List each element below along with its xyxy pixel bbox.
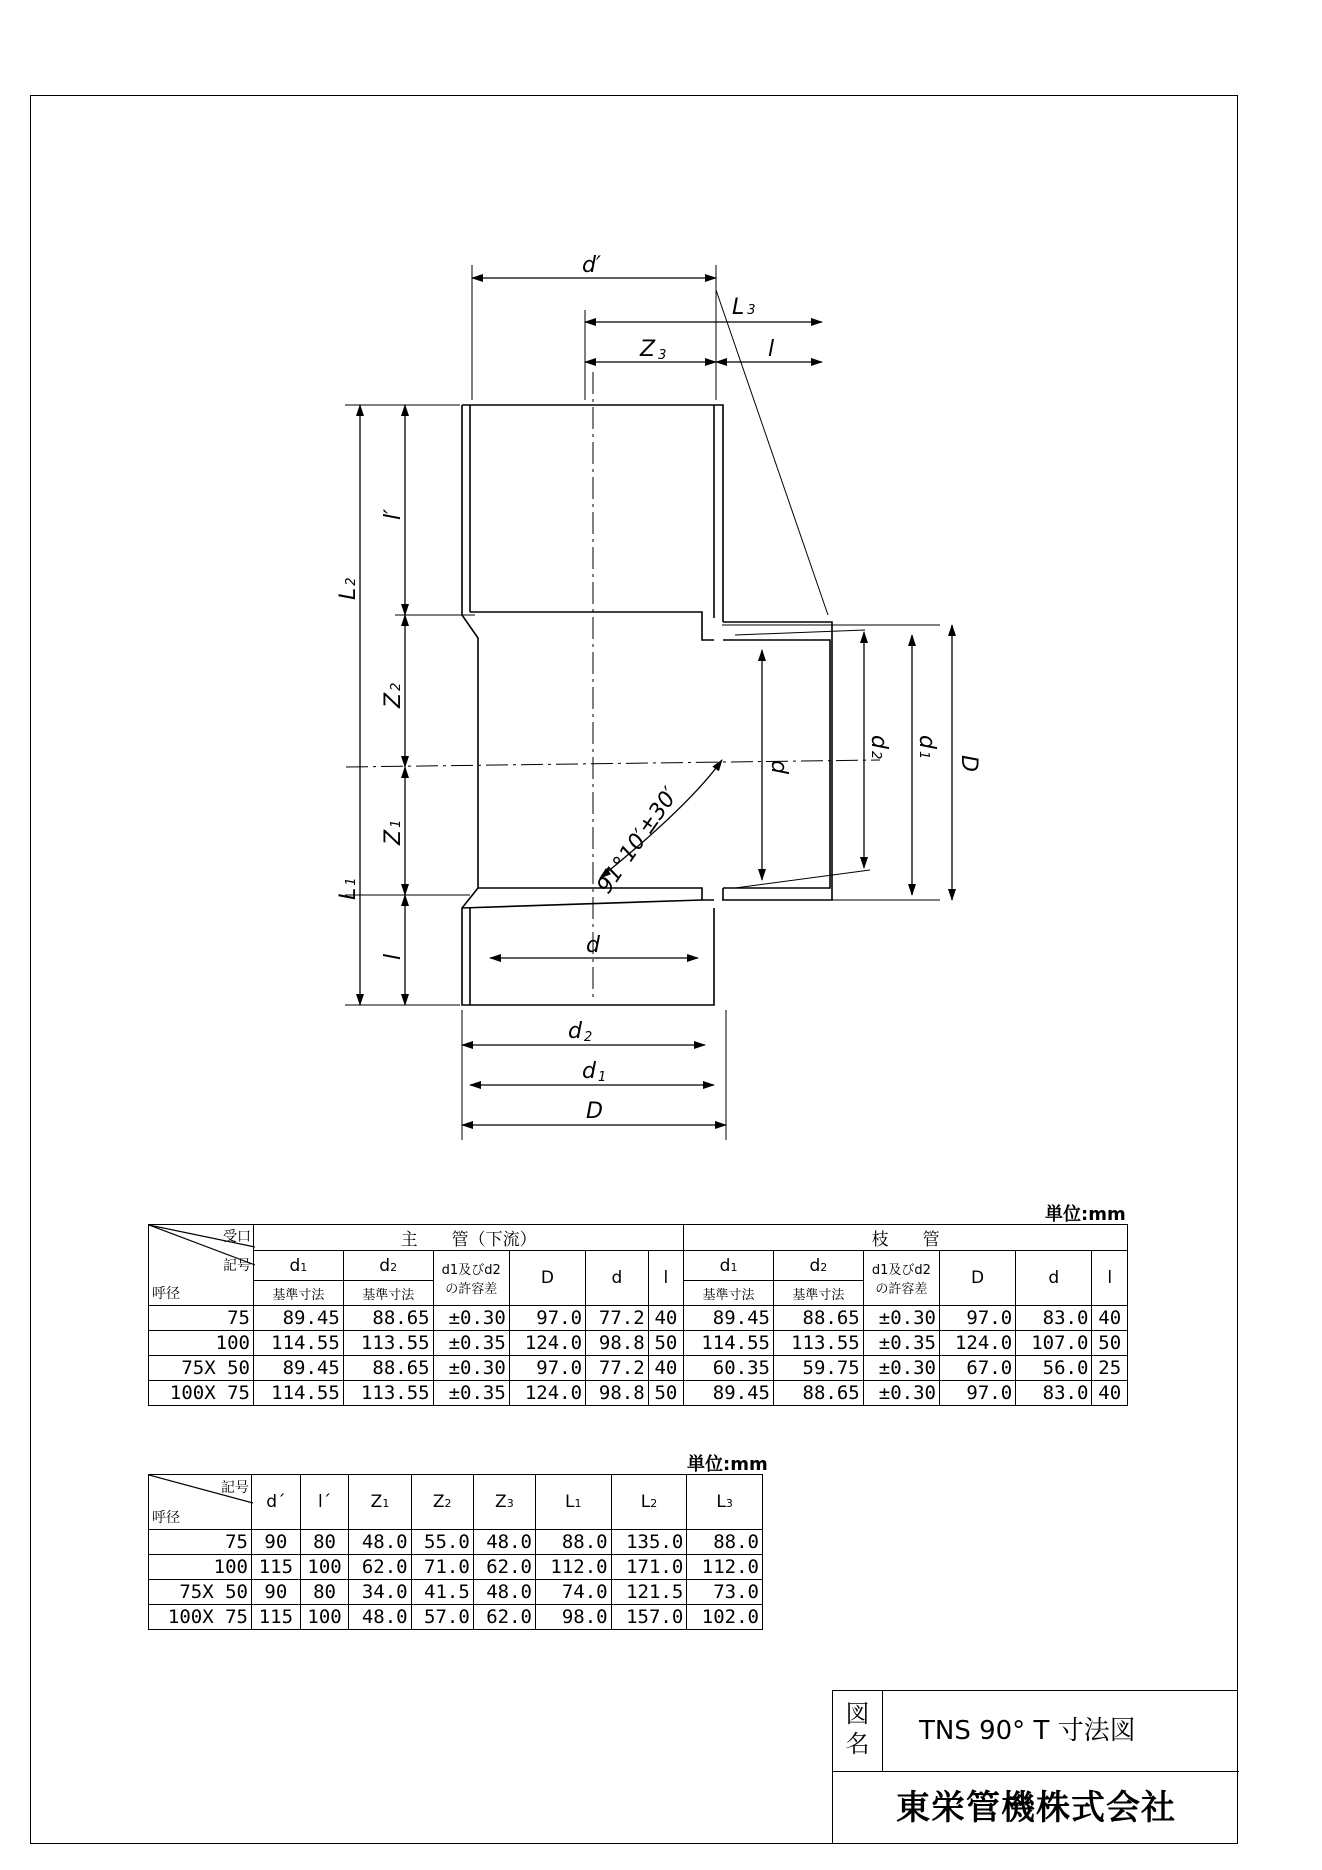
table-cell: 115 <box>252 1605 301 1630</box>
table-cell: 97.0 <box>939 1381 1015 1406</box>
table-cell: 113.55 <box>343 1331 433 1356</box>
table-cell: 88.0 <box>535 1530 611 1555</box>
table-cell: 121.5 <box>611 1580 687 1605</box>
table-cell: 67.0 <box>939 1356 1015 1381</box>
table-cell: 40 <box>648 1356 683 1381</box>
table-cell: 80 <box>300 1580 349 1605</box>
table-cell: 112.0 <box>535 1555 611 1580</box>
table2-unit: 単位:mm <box>687 1454 768 1475</box>
table-cell: 83.0 <box>1016 1381 1092 1406</box>
label-Z2: Z2 <box>381 682 406 708</box>
table-cell: 40 <box>648 1306 683 1331</box>
table-cell: 48.0 <box>473 1580 535 1605</box>
table-cell: 100 <box>300 1555 349 1580</box>
table-cell: 88.65 <box>773 1306 863 1331</box>
table-cell: 89.45 <box>254 1356 344 1381</box>
table-cell: 88.0 <box>687 1530 763 1555</box>
table-cell: 114.55 <box>254 1331 344 1356</box>
label-D: D <box>586 1099 603 1124</box>
table-cell: 100 <box>300 1605 349 1630</box>
dimension-labels <box>336 253 981 1124</box>
table-cell: 57.0 <box>411 1605 473 1630</box>
table-cell: 97.0 <box>939 1306 1015 1331</box>
label-d1: d 1 <box>582 1059 607 1085</box>
label-branch-d: d <box>766 760 791 774</box>
table1-socket-dimensions: 受口 記号 呼径 主 管（下流） 枝 管 d1 d2 d1及びd2 の許容差 D d l d1 d2 d1及びd2 の許容差 D d l 基準寸法 基準寸法 基準寸法 基準寸法 75 89.45 88.65 ±0.30 97.0 77.2 40 89.45 88.65 ±0.30 97.0 83.0 40 100 114.55 113.55 ±0.35 124.0 98.8 50 114.55 113.55 ±0.35 124.0 107.0 50 75X 50 89.45 88.65 ±0.30 97.0 77.2 40 60.35 59.75 ±0.30 67.0 56.0 25 100X 75 114.55 113.55 ±0.35 124.0 98.8 50 89.45 88.65 ±0.30 97.0 83.0 40 <box>148 1224 1128 1406</box>
table-cell: 40 <box>1092 1381 1128 1406</box>
label-angle: 91°10′±30′ <box>592 783 684 899</box>
table-row <box>149 1331 1128 1356</box>
table-cell: 88.65 <box>343 1356 433 1381</box>
table-row <box>149 1605 763 1630</box>
label-L3: L 3 <box>732 295 756 320</box>
table-cell: ±0.30 <box>863 1356 939 1381</box>
table-cell: 62.0 <box>473 1555 535 1580</box>
table-cell: 157.0 <box>611 1605 687 1630</box>
table-cell: 98.0 <box>535 1605 611 1630</box>
table-cell: 113.55 <box>343 1381 433 1406</box>
table-row <box>149 1306 1128 1331</box>
table-cell: 60.35 <box>684 1356 774 1381</box>
extension-lines <box>345 265 940 1140</box>
table-row <box>149 1381 1128 1406</box>
table-cell: 77.2 <box>586 1356 649 1381</box>
label-branch-d1: d1 <box>914 735 939 760</box>
table-cell: 55.0 <box>411 1530 473 1555</box>
table-cell: ±0.30 <box>433 1306 509 1331</box>
table-row <box>149 1580 763 1605</box>
table1-main-header: 主 管（下流） <box>254 1225 684 1251</box>
table-cell: 48.0 <box>349 1605 411 1630</box>
label-l-prime: l′ <box>381 508 406 520</box>
table2-body <box>149 1530 763 1630</box>
label-d-prime: d′ <box>582 253 601 278</box>
center-lines <box>346 372 880 1000</box>
label-d2: d 2 <box>568 1019 593 1045</box>
table-cell: 135.0 <box>611 1530 687 1555</box>
table-cell: ±0.35 <box>433 1381 509 1406</box>
table-cell: 34.0 <box>349 1580 411 1605</box>
table-cell: 97.0 <box>509 1306 585 1331</box>
table-cell: 88.65 <box>773 1381 863 1406</box>
label-l-bottom: l <box>381 953 406 960</box>
table-cell: 171.0 <box>611 1555 687 1580</box>
table-cell: 89.45 <box>684 1381 774 1406</box>
table-cell: 124.0 <box>939 1331 1015 1356</box>
table-cell: 75X 50 <box>149 1580 252 1605</box>
table-cell: 98.8 <box>586 1381 649 1406</box>
table-cell: 25 <box>1092 1356 1128 1381</box>
table-row <box>149 1555 763 1580</box>
table-cell: ±0.35 <box>433 1331 509 1356</box>
table-cell: ±0.30 <box>433 1356 509 1381</box>
table2-length-dimensions: 記号 呼径 d´ l´ Z1 Z2 Z3 L1 L2 L3 75 90 80 48.0 55.0 48.0 88.0 135.0 88.0 100 115 100 62.0 71.0 62.0 112.0 171.0 112.0 75X 50 90 80 34.0 41.5 48.0 74.0 121.5 73.0 100X 75 115 100 48.0 57.0 62.0 98.0 157.0 102.0 <box>148 1474 763 1630</box>
table-cell: 62.0 <box>349 1555 411 1580</box>
table1-branch-header: 枝 管 <box>684 1225 1128 1251</box>
label-L2: L2 <box>336 577 361 600</box>
table-cell: 77.2 <box>586 1306 649 1331</box>
table-cell: 56.0 <box>1016 1356 1092 1381</box>
label-d: d <box>586 933 600 958</box>
table-cell: 100 <box>149 1331 254 1356</box>
table-cell: 50 <box>648 1381 683 1406</box>
table-cell: 71.0 <box>411 1555 473 1580</box>
table-row <box>149 1356 1128 1381</box>
table-cell: 90 <box>252 1580 301 1605</box>
label-Z3: Z 3 <box>640 337 667 363</box>
table-cell: 100X 75 <box>149 1381 254 1406</box>
table-cell: 75 <box>149 1306 254 1331</box>
table-cell: 75 <box>149 1530 252 1555</box>
table-cell: 124.0 <box>509 1381 585 1406</box>
table2-corner: 記号 呼径 <box>149 1475 252 1530</box>
table1-body <box>149 1306 1128 1406</box>
label-branch-d2: d2 <box>866 735 891 760</box>
table-cell: 83.0 <box>1016 1306 1092 1331</box>
table-cell: 124.0 <box>509 1331 585 1356</box>
tee-outline <box>462 405 832 1005</box>
table-row <box>149 1530 763 1555</box>
title-label: 図 名 <box>833 1691 883 1772</box>
table-cell: 50 <box>1092 1331 1128 1356</box>
table-cell: 59.75 <box>773 1356 863 1381</box>
table-cell: 50 <box>648 1331 683 1356</box>
label-Z1: Z1 <box>381 819 406 845</box>
table-cell: 48.0 <box>349 1530 411 1555</box>
title-block <box>832 1690 1238 1844</box>
table-cell: 80 <box>300 1530 349 1555</box>
table-cell: 74.0 <box>535 1580 611 1605</box>
table-cell: ±0.30 <box>863 1306 939 1331</box>
table-cell: 73.0 <box>687 1580 763 1605</box>
table-cell: 89.45 <box>254 1306 344 1331</box>
table-cell: 41.5 <box>411 1580 473 1605</box>
table-cell: 90 <box>252 1530 301 1555</box>
table-cell: 107.0 <box>1016 1331 1092 1356</box>
table-cell: 100X 75 <box>149 1605 252 1630</box>
table-cell: 75X 50 <box>149 1356 254 1381</box>
table1-corner: 受口 記号 呼径 <box>149 1225 254 1306</box>
table-cell: 100 <box>149 1555 252 1580</box>
table-cell: 62.0 <box>473 1605 535 1630</box>
table-cell: 89.45 <box>684 1306 774 1331</box>
table-cell: 97.0 <box>509 1356 585 1381</box>
table1-unit: 単位:mm <box>1045 1204 1126 1225</box>
table-cell: 114.55 <box>254 1381 344 1406</box>
label-L1: L1 <box>336 877 361 900</box>
label-branch-D: D <box>956 755 981 772</box>
table-cell: ±0.35 <box>863 1331 939 1356</box>
company-name: 東栄管機株式会社 <box>896 1788 1176 1828</box>
label-l-top: l <box>768 337 775 362</box>
table-cell: 98.8 <box>586 1331 649 1356</box>
table-cell: 113.55 <box>773 1331 863 1356</box>
drawing-name: TNS 90° T 寸法図 <box>883 1691 1239 1772</box>
table-cell: 102.0 <box>687 1605 763 1630</box>
table-cell: 112.0 <box>687 1555 763 1580</box>
table-cell: 88.65 <box>343 1306 433 1331</box>
table-cell: 48.0 <box>473 1530 535 1555</box>
table-cell: ±0.30 <box>863 1381 939 1406</box>
table-cell: 114.55 <box>684 1331 774 1356</box>
table-cell: 115 <box>252 1555 301 1580</box>
table-cell: 40 <box>1092 1306 1128 1331</box>
